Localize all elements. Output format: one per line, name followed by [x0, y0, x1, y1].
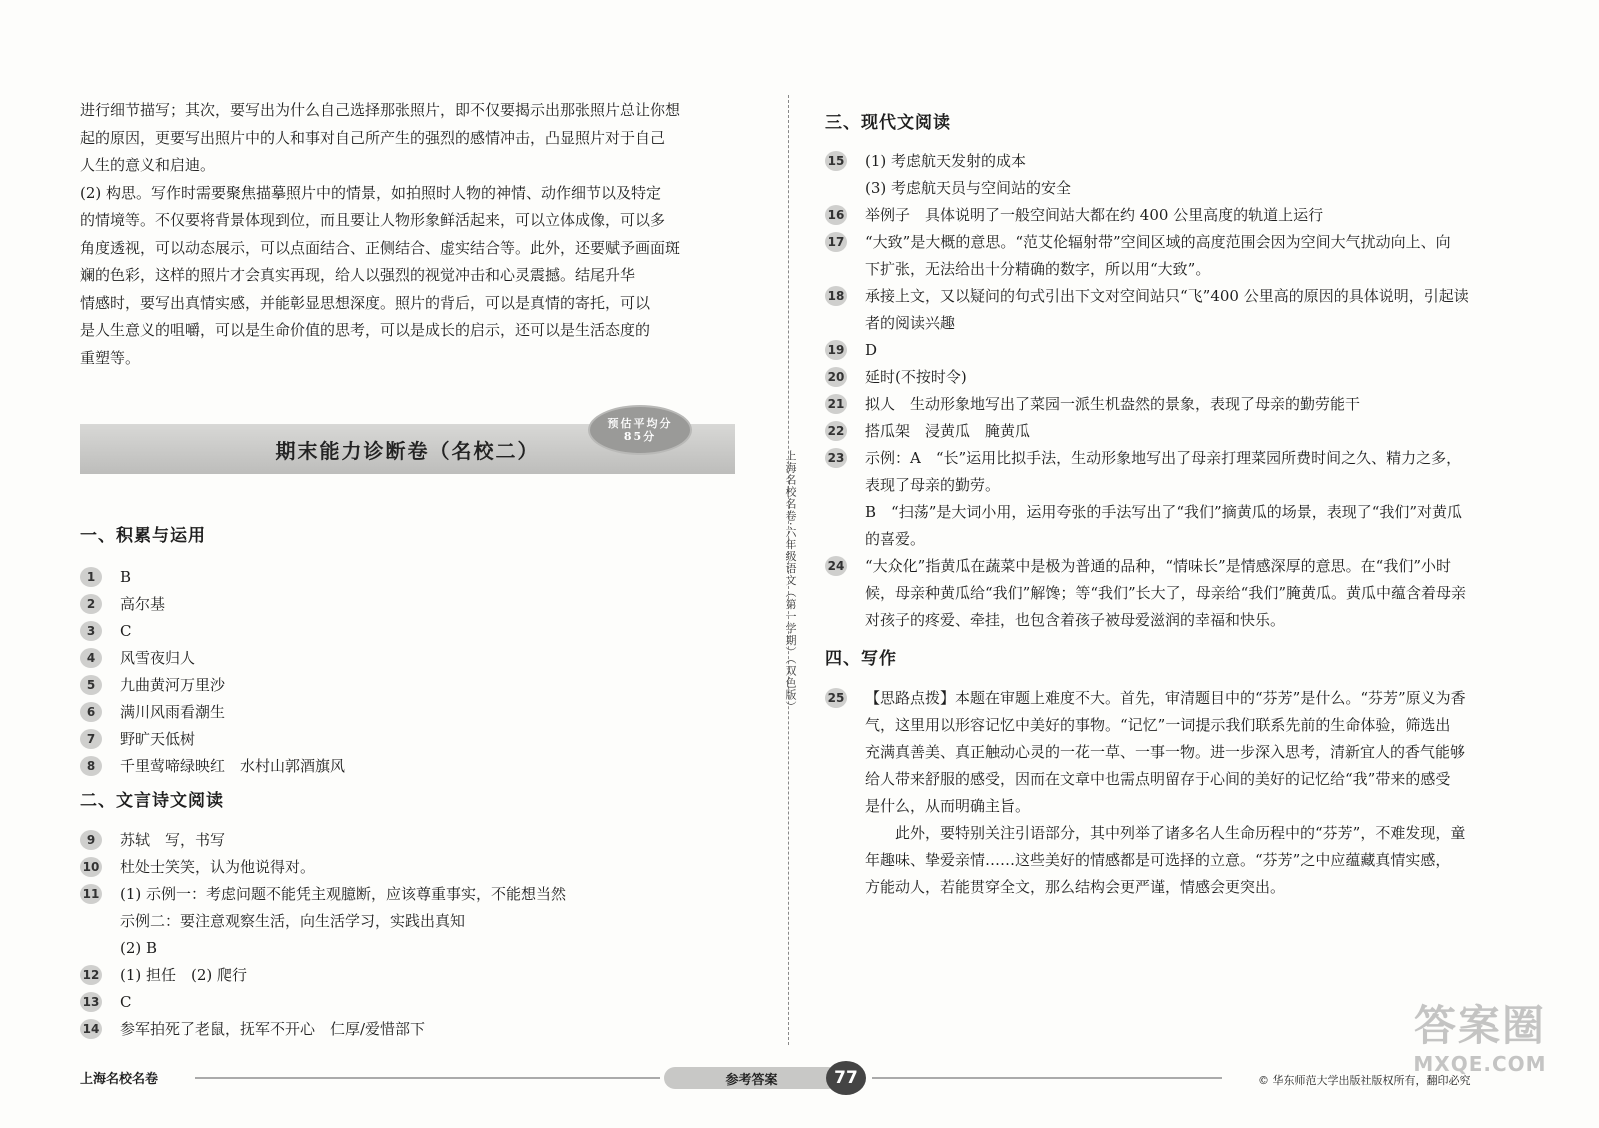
question-number: 12 [80, 965, 102, 985]
answer-line: 表现了母亲的勤劳。 [865, 476, 1001, 494]
answer-item [80, 591, 750, 618]
question-number: 1 [80, 567, 102, 587]
question-number: 14 [80, 1019, 102, 1039]
answer-list [825, 685, 1495, 901]
answer-item [80, 827, 750, 854]
question-number: 16 [825, 205, 847, 225]
intro-line: 起的原因，更要写出照片中的人和事对自己所产生的强烈的感情冲击，凸显照片对于自己 [80, 128, 666, 147]
answer-line: “大致”是大概的意思。“范艾伦辐射带”空间区域的高度范围会因为空间大气扰动向上、向 [865, 233, 1451, 251]
exam-banner [80, 417, 735, 474]
question-number: 11 [80, 884, 102, 904]
watermark [1390, 1000, 1570, 1100]
answer-line: 拟人 生动形象地写出了菜园一派生机盎然的景象，表现了母亲的勤劳能干 [865, 395, 1361, 413]
answer-line: 承接上文，又以疑问的句式引出下文对空间站只“飞”400 公里高的原因的具体说明，引起读 [865, 287, 1469, 305]
question-number: 10 [80, 857, 102, 877]
answer-text [120, 564, 750, 591]
answer-line: 杜处士笑笑，认为他说得对。 [120, 858, 316, 876]
answer-list [80, 827, 750, 1043]
answer-item [80, 726, 750, 753]
answer-text [865, 148, 1495, 202]
question-number: 20 [825, 367, 847, 387]
answer-list [825, 148, 1495, 634]
spine-title: 上海名校名卷·六年级语文（第一学期）（双色版） [784, 450, 797, 713]
answer-text [865, 364, 1495, 391]
answer-text [120, 881, 750, 962]
section-title: 一、积累与运用 [80, 526, 206, 546]
answer-line: 给人带来舒服的感受，因而在文章中也需点明留存于心间的美好的记忆给“我”带来的感受 [865, 770, 1451, 788]
intro-text [80, 97, 750, 372]
intro-line: 斓的色彩，这样的照片才会真实再现，给人以强烈的视觉冲击和心灵震撼。结尾升华 [80, 266, 636, 284]
question-number: 17 [825, 232, 847, 252]
exam-title: 期末能力诊断卷（名校二） [275, 438, 540, 463]
answer-line: 方能动人，若能贯穿全文，那么结构会更严谨，情感会更突出。 [865, 878, 1286, 896]
answer-item [825, 685, 1495, 901]
answer-item [825, 364, 1495, 391]
answer-line: 举例子 具体说明了一般空间站大都在约 400 公里高度的轨道上运行 [865, 206, 1324, 224]
answer-item [80, 672, 750, 699]
badge-label: 预估平均分 [607, 417, 673, 430]
answer-text [120, 591, 750, 618]
intro-line: 的情境等。不仅要将背景体现到位，而且要让人物形象鲜活起来，可以立体成像，可以多 [80, 211, 666, 229]
question-number: 19 [825, 340, 847, 360]
section-title: 三、现代文阅读 [825, 113, 951, 133]
answer-text [120, 726, 750, 753]
answer-text [865, 445, 1495, 553]
answer-line: 年趣味、挚爱亲情……这些美好的情感都是可选择的立意。“芬芳”之中应蕴藏真情实感， [865, 851, 1451, 869]
answer-line: 示例二：要注意观察生活，向生活学习，实践出真知 [120, 912, 466, 930]
answer-item [825, 337, 1495, 364]
answer-item [80, 564, 750, 591]
answer-line: D [865, 341, 878, 359]
answer-line: (2) B [120, 939, 158, 957]
average-score-badge [590, 407, 690, 453]
question-number: 22 [825, 421, 847, 441]
answer-line: 满川风雨看潮生 [120, 703, 226, 721]
answer-text [865, 283, 1495, 337]
question-number: 5 [80, 675, 102, 695]
answer-text [120, 1016, 750, 1043]
answer-line: 的喜爱。 [865, 530, 926, 548]
question-number: 8 [80, 756, 102, 776]
question-number: 4 [80, 648, 102, 668]
answer-text [120, 962, 750, 989]
answer-text [120, 753, 750, 780]
answer-item [80, 645, 750, 672]
intro-line: 进行细节描写；其次，要写出为什么自己选择那张照片，即不仅要揭示出那张照片总让你想 [80, 101, 681, 119]
answer-line: 苏轼 写，书写 [120, 831, 226, 849]
answer-line: 延时(不按时令) [865, 368, 967, 386]
answer-line: 是什么，从而明确主旨。 [865, 797, 1031, 815]
answer-text [120, 854, 750, 881]
section-title: 四、写作 [825, 649, 897, 669]
question-number: 9 [80, 830, 102, 850]
badge-score: 85分 [623, 430, 657, 443]
answer-text [120, 827, 750, 854]
answer-item [825, 283, 1495, 337]
answer-item [825, 391, 1495, 418]
answer-line: 野旷天低树 [120, 730, 196, 748]
answer-line: (1) 考虑航天发射的成本 [865, 152, 1027, 170]
answer-item [80, 699, 750, 726]
answer-item [825, 148, 1495, 202]
intro-line: 重塑等。 [80, 348, 141, 367]
question-number: 6 [80, 702, 102, 722]
watermark-logo: 答案圈 [1413, 1001, 1546, 1050]
question-number: 7 [80, 729, 102, 749]
answer-item [825, 202, 1495, 229]
answer-line: C [120, 993, 132, 1011]
question-number: 18 [825, 286, 847, 306]
answer-line: 气，这里用以形容记忆中美好的事物。“记忆”一词提示我们联系先前的生命体验，筛选出 [865, 716, 1451, 734]
answer-line: 示例：A “长”运用比拟手法，生动形象地写出了母亲打理菜园所费时间之久、精力之多， [865, 449, 1462, 467]
answer-item [80, 1016, 750, 1043]
answer-line: 搭瓜架 浸黄瓜 腌黄瓜 [865, 422, 1031, 440]
answer-text [865, 229, 1495, 283]
answer-line: B [120, 568, 132, 586]
answer-line: 者的阅读兴趣 [865, 314, 956, 332]
question-number: 3 [80, 621, 102, 641]
answer-line: 风雪夜归人 [120, 649, 196, 667]
answer-line: (1) 担任 (2) 爬行 [120, 966, 248, 984]
intro-line: 人生的意义和启迪。 [80, 156, 216, 174]
answer-line: “大众化”指黄瓜在蔬菜中是极为普通的品种，“情味长”是情感深厚的意思。在“我们”小时 [865, 557, 1452, 575]
footer-rule [872, 1077, 1222, 1079]
answer-line: (3) 考虑航天员与空间站的安全 [865, 179, 1072, 197]
left-page [80, 0, 750, 1060]
answer-text [865, 553, 1495, 634]
intro-line: 情感时，要写出真情实感，并能彰显思想深度。照片的背后，可以是真情的寄托，可以 [80, 293, 651, 312]
answer-item [825, 418, 1495, 445]
question-number: 21 [825, 394, 847, 414]
footer-rule [195, 1077, 660, 1079]
answer-text [865, 418, 1495, 445]
answer-item [80, 618, 750, 645]
question-number: 2 [80, 594, 102, 614]
answer-item [825, 553, 1495, 634]
answer-text [865, 685, 1495, 901]
answer-line: 千里莺啼绿映红 水村山郭酒旗风 [120, 757, 346, 775]
answer-item [825, 445, 1495, 553]
answer-list [80, 564, 750, 780]
watermark-url: MXQE.COM [1413, 1052, 1547, 1076]
answer-line: 候，母亲种黄瓜给“我们”解馋；等“我们”长大了，母亲给“我们”腌黄瓜。黄瓜中蕴含着母亲 [865, 584, 1467, 602]
question-number: 23 [825, 448, 847, 468]
answer-text [120, 618, 750, 645]
answer-item [80, 989, 750, 1016]
copyright-notice: © 华东师范大学出版社版权所有，翻印必究 [1258, 1074, 1471, 1087]
answer-text [120, 672, 750, 699]
section-title: 二、文言诗文阅读 [80, 791, 224, 811]
footer-label: 参考答案 [664, 1067, 839, 1089]
answer-text [120, 989, 750, 1016]
question-number: 24 [825, 556, 847, 576]
right-page [825, 0, 1495, 1060]
answer-line: 此外，要特别关注引语部分，其中列举了诸多名人生命历程中的“芬芳”，不难发现，童 [865, 824, 1466, 842]
answer-item [80, 753, 750, 780]
answer-line: 九曲黄河万里沙 [120, 676, 226, 694]
answer-text [120, 645, 750, 672]
answer-item [80, 881, 750, 962]
answer-line: 高尔基 [120, 595, 166, 613]
question-number: 15 [825, 151, 847, 171]
answer-text [865, 391, 1495, 418]
intro-line: (2) 构思。写作时需要聚焦描摹照片中的情景，如拍照时人物的神情、动作细节以及特定 [80, 183, 662, 202]
answer-text [865, 202, 1495, 229]
answer-line: 参军拍死了老鼠，抚军不开心 仁厚/爱惜部下 [120, 1020, 426, 1038]
page-number: 77 [826, 1061, 866, 1095]
question-number: 13 [80, 992, 102, 1012]
answer-line: 【思路点拨】本题在审题上难度不大。首先，审清题目中的“芬芳”是什么。“芬芳”原义为香 [865, 689, 1466, 707]
answer-item [80, 854, 750, 881]
answer-line: (1) 示例一：考虑问题不能凭主观臆断，应该尊重事实，不能想当然 [120, 885, 567, 903]
answer-line: C [120, 622, 132, 640]
footer-brand: 上海名校名卷 [80, 1072, 159, 1087]
intro-line: 是人生意义的咀嚼，可以是生命价值的思考，可以是成长的启示，还可以是生活态度的 [80, 321, 651, 339]
answer-text [120, 699, 750, 726]
answer-text [865, 337, 1495, 364]
question-number: 25 [825, 688, 847, 708]
answer-line: 对孩子的疼爱、牵挂，也包含着孩子被母爱滋润的幸福和快乐。 [865, 611, 1286, 629]
answer-line: B “扫荡”是大词小用，运用夸张的手法写出了“我们”摘黄瓜的场景，表现了“我们”对黄瓜 [865, 503, 1463, 521]
answer-line: 充满真善美、真正触动心灵的一花一草、一事一物。进一步深入思考，清新宜人的香气能够 [865, 743, 1466, 761]
answer-line: 下扩张，无法给出十分精确的数字，所以用“大致”。 [865, 260, 1211, 278]
intro-line: 角度透视，可以动态展示，可以点面结合、正侧结合、虚实结合等。此外，还要赋予画面斑 [80, 238, 681, 257]
answer-item [80, 962, 750, 989]
answer-item [825, 229, 1495, 283]
